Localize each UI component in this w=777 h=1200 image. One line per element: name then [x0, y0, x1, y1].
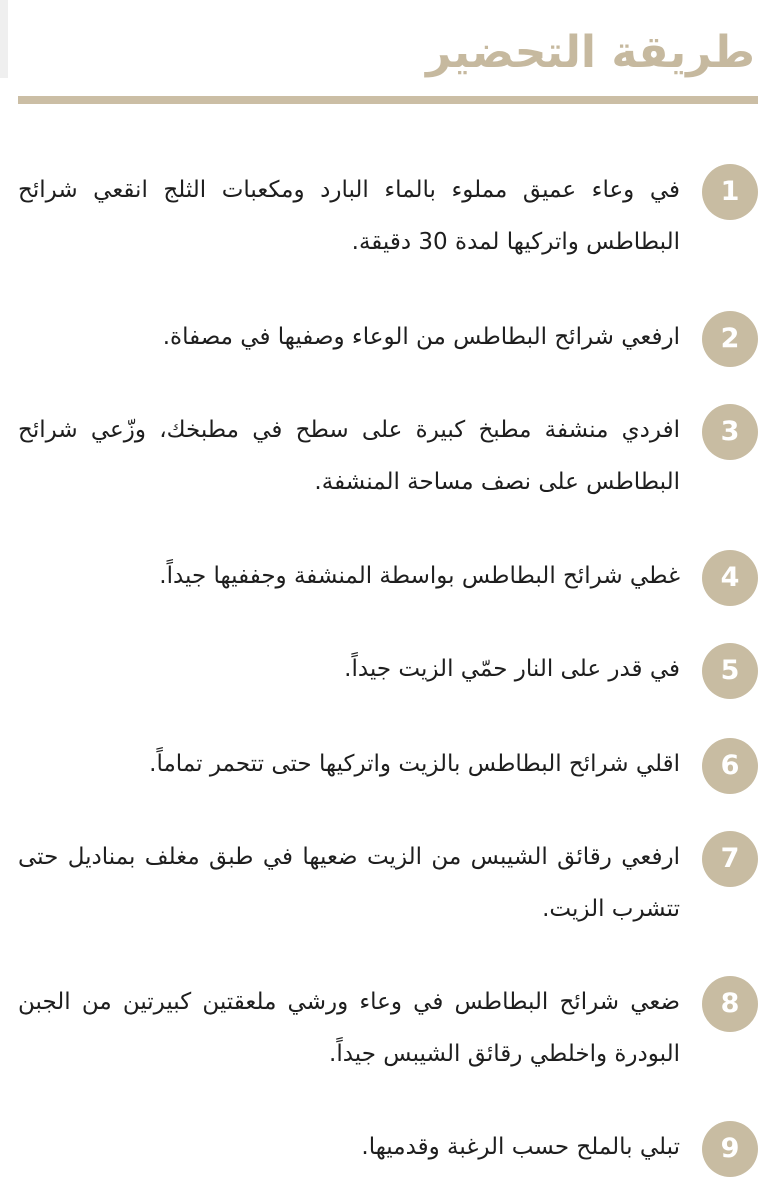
- step-text: اقلي شرائح البطاطس بالزيت واتركيها حتى تتحمر تماماً.: [149, 751, 680, 777]
- step-item: [18, 1121, 758, 1177]
- step-number-badge: 8: [702, 976, 758, 1032]
- step-number-badge: 6: [702, 738, 758, 794]
- step-text: غطي شرائح البطاطس بواسطة المنشفة وجففيها جيداً.: [159, 563, 680, 589]
- step-text: ارفعي رقائق الشيبس من الزيت ضعيها في طبق مغلف بمناديل حتى تتشرب الزيت.: [18, 844, 680, 922]
- step-number-badge: 2: [702, 311, 758, 367]
- step-item: [18, 550, 758, 606]
- section-title: طريقة التحضير: [426, 27, 755, 78]
- step-number-badge: 1: [702, 164, 758, 220]
- step-number-badge: 5: [702, 643, 758, 699]
- title-divider: [18, 96, 758, 104]
- step-number-badge: 4: [702, 550, 758, 606]
- step-text: افردي منشفة مطبخ كبيرة على سطح في مطبخك، وزّعي شرائح البطاطس على نصف مساحة المنشفة.: [18, 417, 680, 495]
- step-item: [18, 738, 758, 794]
- step-item: [18, 404, 758, 508]
- step-item: [18, 311, 758, 367]
- step-item: [18, 976, 758, 1080]
- step-number-badge: 3: [702, 404, 758, 460]
- step-text: ضعي شرائح البطاطس في وعاء ورشي ملعقتين كبيرتين من الجبن البودرة واخلطي رقائق الشيبس جيداً.: [18, 989, 680, 1067]
- step-text: في قدر على النار حمّي الزيت جيداً.: [344, 656, 680, 682]
- step-number-badge: 7: [702, 831, 758, 887]
- step-text: تبلي بالملح حسب الرغبة وقدميها.: [361, 1134, 680, 1160]
- step-item: [18, 643, 758, 699]
- step-item: [18, 831, 758, 935]
- step-text: ارفعي شرائح البطاطس من الوعاء وصفيها في مصفاة.: [162, 324, 680, 350]
- step-item: [18, 164, 758, 268]
- step-number-badge: 9: [702, 1121, 758, 1177]
- step-text: في وعاء عميق مملوء بالماء البارد ومكعبات الثلج انقعي شرائح البطاطس واتركيها لمدة 30 دقيقة.: [18, 177, 680, 255]
- left-edge-strip: [0, 0, 8, 78]
